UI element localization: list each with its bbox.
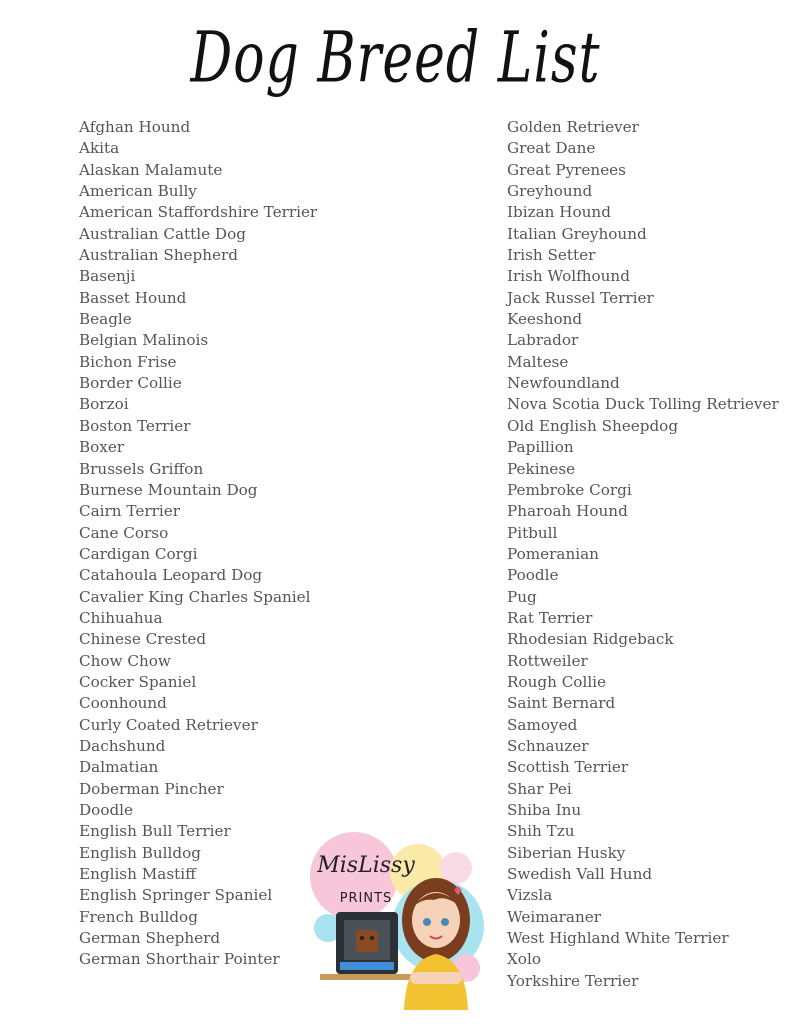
breed-item: Weimaraner — [507, 907, 602, 926]
breed-item: Pitbull — [507, 523, 558, 542]
breed-item: Curly Coated Retriever — [79, 715, 258, 734]
breed-item: Rottweiler — [507, 651, 588, 670]
breed-item: Old English Sheepdog — [507, 416, 679, 435]
breed-item: Basset Hound — [79, 288, 187, 307]
breed-item: Poodle — [507, 566, 559, 585]
breed-item: Catahoula Leopard Dog — [79, 566, 263, 585]
breed-item: Belgian Malinois — [79, 331, 209, 350]
logo-small-pink-circle — [440, 852, 472, 884]
breed-item: Scottish Terrier — [507, 758, 629, 777]
breed-item: West Highland White Terrier — [507, 929, 729, 948]
breed-item: Australian Shepherd — [79, 246, 238, 265]
breed-item: Cavalier King Charles Spaniel — [79, 587, 311, 606]
breed-item: Rough Collie — [507, 672, 607, 691]
logo-line1: MisLissy — [317, 853, 415, 878]
breed-item: Pomeranian — [507, 544, 599, 563]
breed-item: Pembroke Corgi — [507, 480, 632, 499]
breed-item: Nova Scotia Duck Tolling Retriever — [507, 395, 779, 414]
breed-item: Maltese — [507, 352, 569, 371]
breed-item: Papillion — [507, 438, 574, 457]
breed-item: Keeshond — [507, 310, 583, 329]
breed-item: Border Collie — [79, 374, 182, 393]
breed-item: Bichon Frise — [79, 352, 177, 371]
breed-item: Pharoah Hound — [507, 502, 628, 521]
breed-item: Shar Pei — [507, 779, 572, 798]
breed-item: Burnese Mountain Dog — [79, 480, 258, 499]
breed-item: Beagle — [79, 310, 132, 329]
breed-item: Boxer — [79, 438, 125, 457]
breed-item: Dalmatian — [79, 758, 159, 777]
breed-item: Alaskan Malamute — [79, 160, 223, 179]
breed-item: English Bulldog — [79, 843, 201, 862]
breed-item: American Bully — [79, 182, 197, 201]
breed-item: Great Pyrenees — [507, 160, 626, 179]
breed-item: Samoyed — [507, 715, 578, 734]
breed-item: Doodle — [79, 801, 134, 819]
breed-item: American Staffordshire Terrier — [79, 203, 318, 222]
breed-item: Siberian Husky — [507, 843, 626, 862]
breed-item: English Springer Spaniel — [79, 886, 273, 905]
breed-list-left — [79, 117, 317, 971]
breed-item: Rhodesian Ridgeback — [507, 630, 674, 649]
breed-item: English Bull Terrier — [79, 822, 231, 841]
breed-item: Akita — [79, 139, 120, 158]
breed-item: Afghan Hound — [79, 118, 191, 136]
breed-item: Doberman Pincher — [79, 779, 224, 798]
breed-item: Brussels Griffon — [79, 459, 204, 478]
breed-item: Ibizan Hound — [507, 203, 611, 222]
breed-item: Rat Terrier — [507, 608, 593, 627]
breed-item: Schnauzer — [507, 736, 589, 755]
girl-illustration — [402, 878, 470, 1010]
breed-item: Coonhound — [79, 694, 167, 713]
breed-item: Chinese Crested — [79, 630, 207, 649]
breed-item: Yorkshire Terrier — [507, 971, 639, 990]
breed-item: Cairn Terrier — [79, 502, 180, 521]
breed-item: Shih Tzu — [507, 822, 575, 841]
breed-item: Basenji — [79, 267, 136, 286]
breed-item: Irish Wolfhound — [507, 267, 630, 286]
breed-list-right — [507, 117, 779, 992]
shelf — [320, 974, 420, 980]
breed-item: Irish Setter — [507, 246, 596, 265]
breed-item: German Shepherd — [79, 929, 221, 948]
mislissy-prints-logo — [306, 830, 490, 1010]
breed-item: Pug — [507, 587, 537, 606]
breed-item: Pekinese — [507, 459, 576, 478]
breed-item: Cane Corso — [79, 523, 169, 542]
breed-item: Golden Retriever — [507, 118, 639, 136]
breed-item: Greyhound — [507, 182, 593, 201]
breed-item: Chihuahua — [79, 608, 163, 627]
breed-item: Saint Bernard — [507, 694, 616, 713]
breed-item: Swedish Vall Hund — [507, 865, 653, 884]
breed-item: Jack Russel Terrier — [507, 288, 654, 307]
breed-item: French Bulldog — [79, 907, 198, 926]
breed-item: Cocker Spaniel — [79, 672, 197, 691]
printer-icon — [336, 912, 398, 974]
breed-item: English Mastiff — [79, 865, 196, 884]
breed-item: Xolo — [507, 950, 541, 969]
breed-item: Labrador — [507, 331, 579, 350]
breed-item: Australian Cattle Dog — [79, 224, 246, 243]
breed-item: Vizsla — [507, 886, 553, 905]
breed-item: Borzoi — [79, 395, 129, 414]
breed-item: Cardigan Corgi — [79, 544, 198, 563]
breed-item: Newfoundland — [507, 374, 620, 393]
breed-item: Shiba Inu — [507, 801, 582, 819]
breed-item: Boston Terrier — [79, 416, 191, 435]
page-title: Dog Breed List — [190, 18, 601, 99]
breed-item: Dachshund — [79, 736, 166, 755]
breed-item: Chow Chow — [79, 651, 171, 670]
breed-item: German Shorthair Pointer — [79, 950, 280, 969]
breed-item: Italian Greyhound — [507, 224, 647, 243]
breed-item: Great Dane — [507, 139, 596, 158]
logo-line2: PRINTS — [339, 891, 393, 906]
